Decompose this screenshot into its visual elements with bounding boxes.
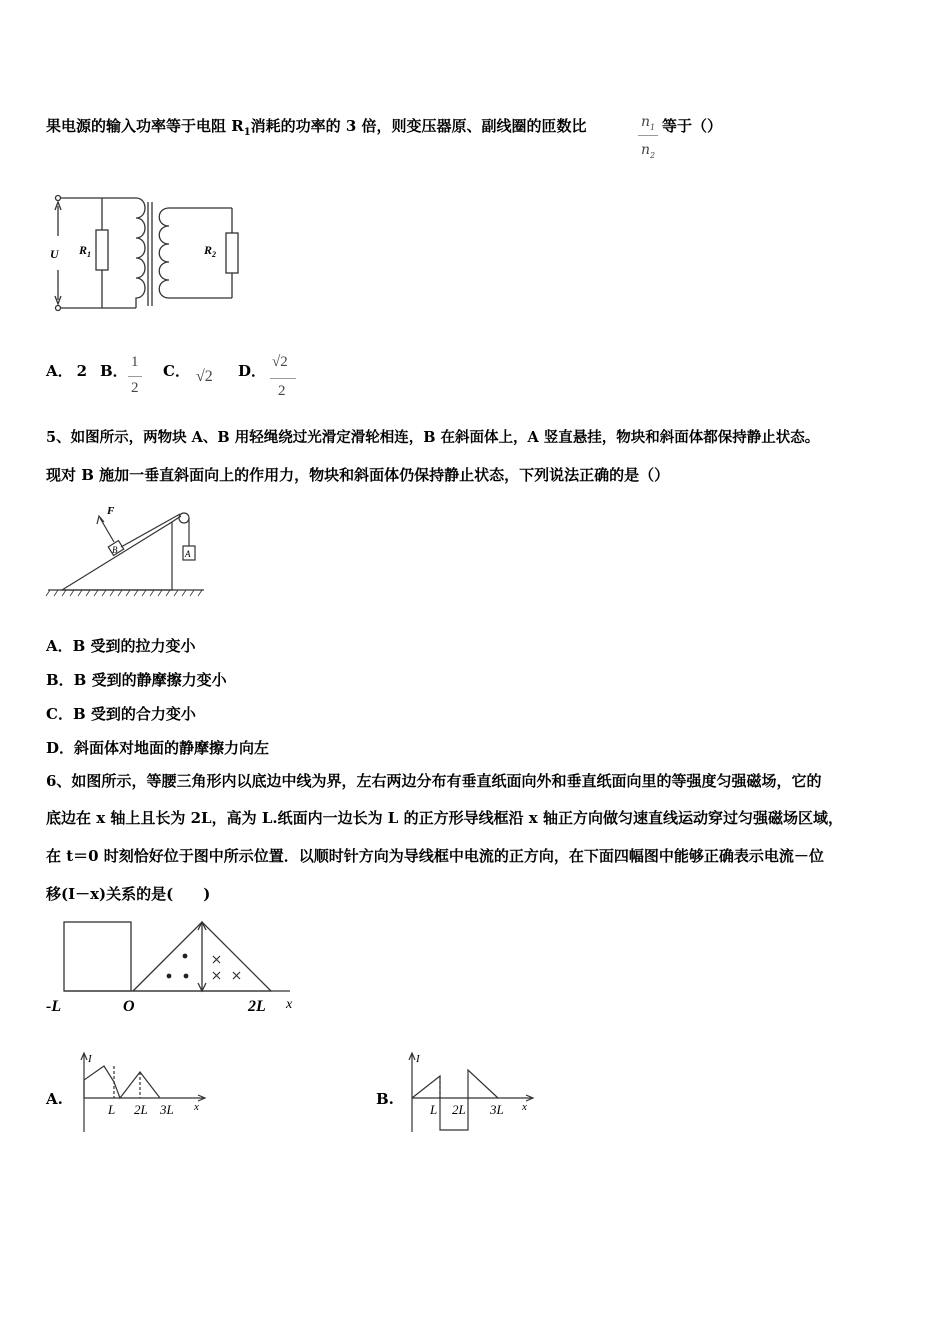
q5-option-b[interactable]: B．B 受到的静摩擦力变小	[46, 671, 227, 689]
q6-field-figure	[42, 916, 312, 1020]
q4-label-u: U	[50, 247, 59, 261]
q4-label-r2: $R_2$	[204, 243, 217, 259]
q5-line2: 现对 B 施加一垂直斜面向上的作用力，物块和斜面体仍保持静止状态，下列说法正确的是（）	[46, 466, 670, 484]
q6-line2: 底边在 x 轴上且长为 2L，高为 L.纸面内一边长为 L 的正方形导线框沿 x 轴正方向做匀速直线运动穿过匀强磁场区域，	[46, 809, 843, 827]
q4-option-b-label[interactable]: B．	[100, 362, 128, 380]
q6-label-origin: O	[123, 998, 135, 1015]
q6-line4: 移(I－x)关系的是( )	[46, 885, 211, 903]
q5-label-b: B	[112, 545, 118, 555]
q6-option-a-graph[interactable]	[76, 1050, 216, 1136]
q6-a-axis-x: x	[194, 1101, 199, 1113]
q6-a-tick-2l: 2L	[134, 1102, 148, 1117]
q6-line1: 6、如图所示，等腰三角形内以底边中线为界，左右两边分布有垂直纸面向外和垂直纸面向里的等强度匀强磁场，它的	[46, 772, 822, 790]
q6-option-b-label[interactable]: B.	[376, 1090, 394, 1108]
q6-label-2l: 2L	[248, 998, 266, 1015]
q4-option-a[interactable]: A． 2	[46, 362, 88, 380]
q6-a-tick-l: L	[108, 1102, 116, 1117]
q4-option-b-den: 2	[131, 380, 139, 396]
q5-label-a: A	[185, 549, 191, 559]
q6-option-b-graph[interactable]	[404, 1050, 544, 1136]
q5-incline-figure	[44, 500, 214, 605]
q5-line1: 5、如图所示，两物块 A、B 用轻绳绕过光滑定滑轮相连，B 在斜面体上，A 竖直悬挂，物块和斜面体都保持静止状态。	[46, 429, 820, 446]
q6-line3: 在 t＝0 时刻恰好位于图中所示位置．以顺时针方向为导线框中电流的正方向，在下面四幅图中能够正确表示电流－位	[46, 847, 824, 865]
q6-option-a-label[interactable]: A.	[46, 1090, 63, 1108]
q4-option-d-den: 2	[278, 383, 286, 399]
q6-a-axis-i: I	[88, 1053, 92, 1065]
q4-ratio-denominator: $n_2$	[641, 142, 656, 160]
q4-ratio-bar	[638, 135, 658, 136]
q6-b-tick-2l: 2L	[452, 1102, 466, 1117]
q4-line1: 果电源的输入功率等于电阻 $R_1$消耗的功率的 3 倍，则变压器原、副线圈的匝数比	[46, 117, 587, 138]
q4-option-c-value: √2	[196, 368, 213, 385]
q4-option-b-num: 1	[131, 354, 139, 370]
q4-circuit-figure	[44, 188, 274, 318]
q5-option-d[interactable]: D．斜面体对地面的静摩擦力向左	[46, 739, 270, 757]
q6-b-axis-x: x	[522, 1101, 527, 1113]
q6-b-tick-l: L	[430, 1102, 438, 1117]
q4-option-c-label[interactable]: C．	[163, 362, 190, 380]
q6-b-axis-i: I	[416, 1053, 420, 1065]
q4-option-d-num: √2	[272, 354, 288, 370]
q4-option-b-bar	[128, 376, 142, 377]
q5-option-c[interactable]: C．B 受到的合力变小	[46, 705, 196, 723]
q5-label-f: F	[107, 505, 115, 517]
q4-label-r1: $R_1$	[79, 243, 92, 259]
q6-a-tick-3l: 3L	[160, 1102, 174, 1117]
q6-label-minus-l: -L	[46, 998, 62, 1015]
q5-option-a[interactable]: A．B 受到的拉力变小	[46, 637, 196, 655]
q6-b-tick-3l: 3L	[490, 1102, 504, 1117]
q4-option-d-bar	[270, 378, 296, 379]
q4-line1-end: 等于（）	[662, 117, 723, 135]
q4-option-d-label[interactable]: D．	[238, 362, 267, 380]
q4-ratio-numerator: $n_1$	[641, 114, 656, 132]
q6-label-x: x	[286, 997, 293, 1012]
